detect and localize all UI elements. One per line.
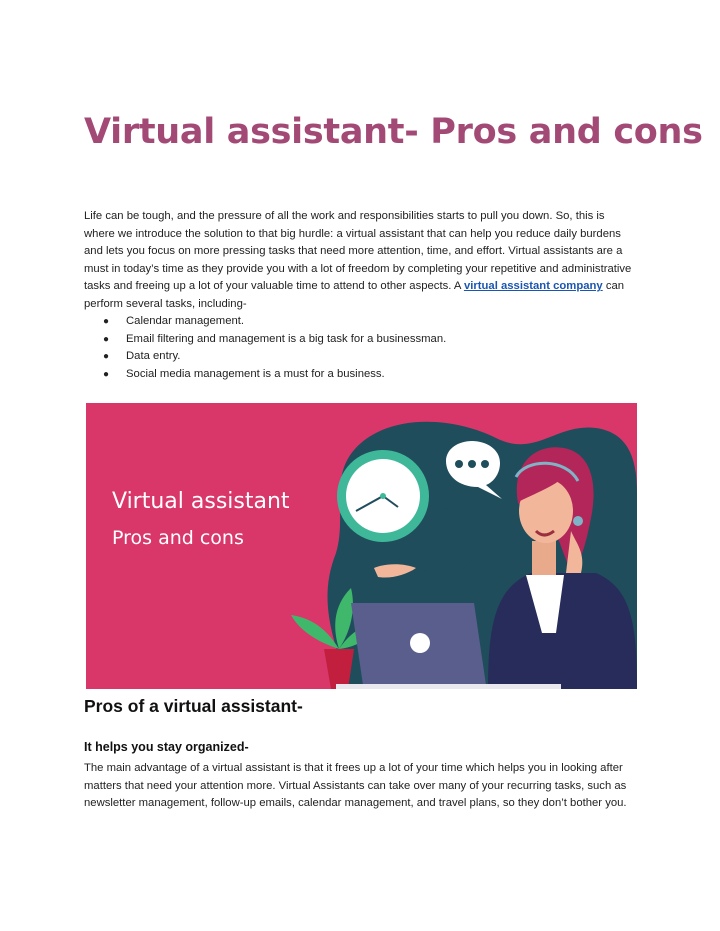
tasks-list [84, 313, 636, 383]
bullet-icon: ● [103, 351, 110, 363]
intro-paragraph [84, 208, 636, 314]
section-paragraph: The main advantage of a virtual assistant is that it frees up a lot of your time which helps you in looking after matters that need your attention more. Virtual Assistants can take over many of your recurring tasks, such as newsletter management, follow-up emails, calendar management, and travel plans, so they don’t bother you. [84, 762, 627, 810]
bullet-icon: ● [103, 368, 110, 380]
clock-icon [337, 450, 429, 542]
intro-text-after-link: can perform several tasks, including- [84, 280, 625, 310]
list-item [84, 348, 636, 366]
pros-heading: Pros of a virtual assistant- [84, 696, 303, 716]
section-heading: It helps you stay organized- [84, 740, 249, 754]
banner-subtitle: Pros and cons [112, 527, 244, 549]
banner-title: Virtual assistant [112, 489, 290, 514]
list-item-text: Social media management is a must for a business. [126, 367, 385, 380]
list-item [84, 313, 636, 331]
list-item-text: Email filtering and management is a big task for a businessman. [126, 332, 447, 345]
list-item [84, 331, 636, 349]
list-item-text: Calendar management. [126, 315, 245, 327]
virtual-assistant-company-link[interactable]: virtual assistant company [463, 280, 603, 293]
bullet-icon: ● [103, 316, 110, 327]
list-item [84, 366, 636, 384]
list-item-text: Data entry. [126, 350, 181, 363]
page-title: Virtual assistant- Pros and cons [84, 112, 703, 152]
banner-image [86, 403, 637, 689]
intro-text-before-link: Life can be tough, and the pressure of all the work and responsibilities starts to pull you down. So, this is where we introduce the solution to that big hurdle: a virtual assistant that can help you reduce daily burdens and lets you focus on more pressing tasks that need more attention, time, and effort. Virtual assistants are a must in today’s time as they provide you with a lot of freedom by completing your repetitive and administrative tasks and freeing up a lot of your valuable time to attend to other aspects. A [84, 210, 632, 293]
bullet-icon: ● [103, 333, 110, 345]
